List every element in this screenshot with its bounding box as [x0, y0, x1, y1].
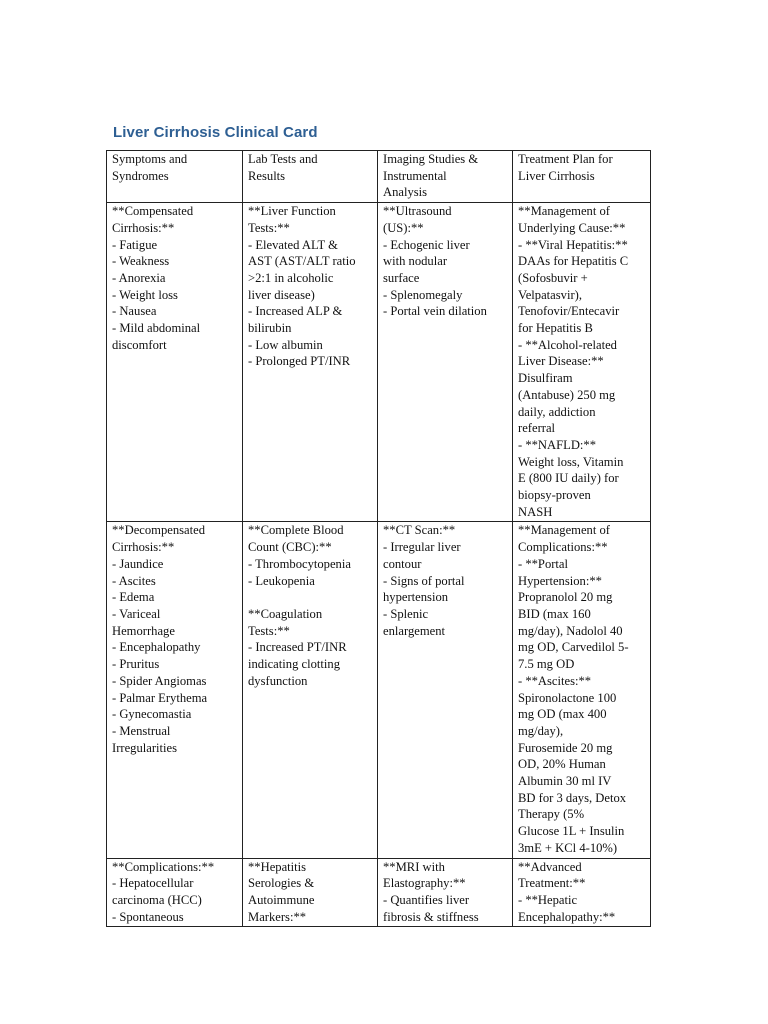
- cell-line: AST (AST/ALT ratio: [248, 254, 356, 269]
- table-row-compensated: [107, 203, 651, 522]
- cell-line: Serologies &: [248, 876, 315, 891]
- cell-line: 3mE + KCl 4-10%): [518, 840, 618, 855]
- cell-line: - **Ascites:**: [518, 673, 592, 688]
- cell-line: DAAs for Hepatitis C: [518, 254, 629, 269]
- cell-line: E (800 IU daily) for: [518, 471, 619, 486]
- cell-line: Syndromes: [112, 168, 169, 183]
- cell-line: **Coagulation: [248, 606, 323, 621]
- cell-line: mg/day),: [518, 723, 564, 738]
- cell-line: Autoimmune: [248, 892, 315, 907]
- cell-line: **CT Scan:**: [383, 523, 456, 538]
- cell-line: carcinoma (HCC): [112, 892, 202, 907]
- cell-line: Hypertension:**: [518, 573, 602, 588]
- cell-line: **Decompensated: [112, 523, 206, 538]
- cell-line: contour: [383, 556, 422, 571]
- cell-line: - Pruritus: [112, 657, 160, 672]
- cell-line: daily, addiction: [518, 404, 596, 419]
- cell-line: BID (max 160: [518, 606, 591, 621]
- cell-line: bilirubin: [248, 321, 292, 336]
- cell-line: Albumin 30 ml IV: [518, 774, 612, 789]
- cell-line: - Thrombocytopenia: [248, 556, 351, 571]
- cell-line: - Gynecomastia: [112, 707, 192, 722]
- cell-line: - Low albumin: [248, 337, 323, 352]
- cell-line: - Palmar Erythema: [112, 690, 208, 705]
- cell-line: Cirrhosis:**: [112, 540, 175, 555]
- cell-line: **Management of: [518, 523, 610, 538]
- cell-line: - Ascites: [112, 573, 156, 588]
- cell-line: - **Viral Hepatitis:**: [518, 237, 628, 252]
- cell-line: Treatment:**: [518, 876, 586, 891]
- clinical-card-table: [106, 150, 651, 927]
- cell-line: (Sofosbuvir +: [518, 270, 588, 285]
- cell-line: mg/day), Nadolol 40: [518, 623, 623, 638]
- cell-spacer: [248, 589, 374, 606]
- cell-line: indicating clotting: [248, 657, 340, 672]
- cell-line: - Splenic: [383, 606, 429, 621]
- cell-line: Liver Disease:**: [518, 354, 604, 369]
- cell-line: Imaging Studies &: [383, 152, 479, 166]
- cell-line: biopsy-proven: [518, 488, 591, 503]
- cell-line: **Management of: [518, 204, 610, 219]
- cell-line: **Complications:**: [112, 859, 215, 874]
- cell-symptoms: [107, 203, 243, 522]
- cell-line: Tests:**: [248, 623, 290, 638]
- cell-lab-tests: [243, 858, 378, 927]
- cell-line: Analysis: [383, 185, 428, 200]
- cell-line: - Mild abdominal: [112, 321, 201, 336]
- cell-line: enlargement: [383, 623, 446, 638]
- cell-line: - Edema: [112, 590, 155, 605]
- cell-line: **Advanced: [518, 859, 582, 874]
- header-row: [107, 151, 651, 203]
- cell-line: **Complete Blood: [248, 523, 344, 538]
- cell-line: surface: [383, 270, 420, 285]
- cell-symptoms: [107, 858, 243, 927]
- cell-line: **MRI with: [383, 859, 445, 874]
- header-lab-tests: [243, 151, 378, 203]
- table-row-decompensated: [107, 522, 651, 858]
- cell-line: Symptoms and: [112, 152, 188, 166]
- cell-imaging: [378, 522, 513, 858]
- cell-line: - Signs of portal: [383, 573, 465, 588]
- cell-line: - Menstrual: [112, 723, 171, 738]
- cell-line: hypertension: [383, 590, 449, 605]
- cell-line: - Anorexia: [112, 270, 166, 285]
- cell-line: Propranolol 20 mg: [518, 590, 613, 605]
- cell-line: mg OD, Carvedilol 5-: [518, 640, 629, 655]
- cell-line: - Encephalopathy: [112, 640, 201, 655]
- cell-line: Glucose 1L + Insulin: [518, 824, 625, 839]
- cell-line: - Nausea: [112, 304, 157, 319]
- cell-line: Irregularities: [112, 740, 178, 755]
- cell-line: >2:1 in alcoholic: [248, 270, 334, 285]
- cell-line: Disulfiram: [518, 371, 573, 386]
- cell-line: Count (CBC):**: [248, 540, 332, 555]
- cell-line: - Elevated ALT &: [248, 237, 338, 252]
- cell-line: Furosemide 20 mg: [518, 740, 613, 755]
- cell-line: **Compensated: [112, 204, 194, 219]
- cell-treatment: [513, 858, 651, 927]
- cell-line: for Hepatitis B: [518, 321, 593, 336]
- cell-line: - Increased PT/INR: [248, 640, 347, 655]
- cell-line: - Variceal: [112, 606, 161, 621]
- cell-line: **Liver Function: [248, 204, 336, 219]
- cell-line: Spironolactone 100: [518, 690, 617, 705]
- cell-line: - Increased ALP &: [248, 304, 343, 319]
- cell-line: Elastography:**: [383, 876, 466, 891]
- cell-line: Treatment Plan for: [518, 152, 613, 166]
- cell-line: - Fatigue: [112, 237, 158, 252]
- cell-line: Tests:**: [248, 220, 290, 235]
- cell-line: Cirrhosis:**: [112, 220, 175, 235]
- page-title: Liver Cirrhosis Clinical Card: [113, 124, 318, 141]
- cell-line: - Portal vein dilation: [383, 304, 487, 319]
- cell-line: - Jaundice: [112, 556, 164, 571]
- header-treatment: [513, 151, 651, 203]
- cell-line: - Weakness: [112, 254, 170, 269]
- cell-line: - **NAFLD:**: [518, 437, 597, 452]
- cell-line: - **Portal: [518, 556, 569, 571]
- cell-line: Hemorrhage: [112, 623, 175, 638]
- cell-line: Velpatasvir),: [518, 287, 582, 302]
- table-row-complications: [107, 858, 651, 927]
- cell-line: - **Alcohol-related: [518, 337, 617, 352]
- cell-line: mg OD (max 400: [518, 707, 607, 722]
- cell-line: Markers:**: [248, 909, 307, 924]
- cell-line: Complications:**: [518, 540, 608, 555]
- header-imaging: [378, 151, 513, 203]
- cell-line: Tenofovir/Entecavir: [518, 304, 620, 319]
- cell-line: Lab Tests and: [248, 152, 318, 166]
- cell-line: - Spider Angiomas: [112, 673, 207, 688]
- cell-line: BD for 3 days, Detox: [518, 790, 627, 805]
- cell-line: Underlying Cause:**: [518, 220, 626, 235]
- table-header: [107, 151, 651, 203]
- cell-line: **Ultrasound: [383, 204, 452, 219]
- cell-treatment: [513, 203, 651, 522]
- cell-line: Results: [248, 168, 286, 183]
- cell-line: (Antabuse) 250 mg: [518, 387, 616, 402]
- cell-line: - Prolonged PT/INR: [248, 354, 351, 369]
- cell-line: - Irregular liver: [383, 540, 461, 555]
- cell-line: with nodular: [383, 254, 448, 269]
- table-body: [107, 203, 651, 927]
- cell-line: - Weight loss: [112, 287, 178, 302]
- cell-line: OD, 20% Human: [518, 757, 606, 772]
- cell-line: liver disease): [248, 287, 315, 302]
- cell-imaging: [378, 858, 513, 927]
- cell-line: (US):**: [383, 220, 424, 235]
- cell-treatment: [513, 522, 651, 858]
- cell-symptoms: [107, 522, 243, 858]
- cell-line: - Hepatocellular: [112, 876, 194, 891]
- cell-line: - **Hepatic: [518, 892, 578, 907]
- cell-line: - Echogenic liver: [383, 237, 470, 252]
- cell-line: fibrosis & stiffness: [383, 909, 479, 924]
- cell-line: Instrumental: [383, 168, 447, 183]
- cell-lab-tests: [243, 203, 378, 522]
- cell-line: dysfunction: [248, 673, 308, 688]
- cell-line: Encephalopathy:**: [518, 909, 616, 924]
- cell-line: 7.5 mg OD: [518, 657, 575, 672]
- cell-line: - Leukopenia: [248, 573, 315, 588]
- cell-lab-tests: [243, 522, 378, 858]
- cell-imaging: [378, 203, 513, 522]
- cell-line: - Splenomegaly: [383, 287, 463, 302]
- cell-line: referral: [518, 421, 556, 436]
- cell-line: discomfort: [112, 337, 167, 352]
- cell-line: NASH: [518, 504, 553, 519]
- header-symptoms: [107, 151, 243, 203]
- cell-line: - Quantifies liver: [383, 892, 470, 907]
- cell-line: - Spontaneous: [112, 909, 184, 924]
- cell-line: Weight loss, Vitamin: [518, 454, 624, 469]
- cell-line: **Hepatitis: [248, 859, 307, 874]
- cell-line: Therapy (5%: [518, 807, 585, 822]
- cell-line: Liver Cirrhosis: [518, 168, 595, 183]
